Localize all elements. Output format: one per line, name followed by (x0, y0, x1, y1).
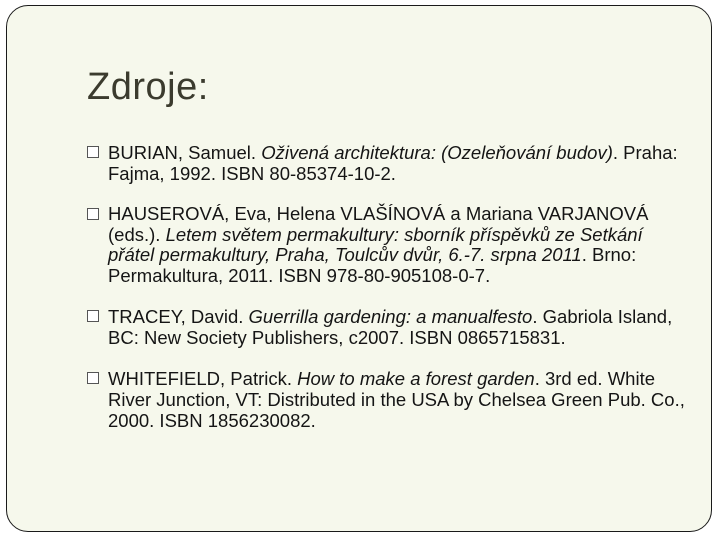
slide-frame (6, 5, 712, 532)
reference-authors: TRACEY, David. (108, 306, 249, 327)
reference-publication: . Brno: Permakultura, 2011. ISBN 978-80-905108-0-7. (108, 244, 637, 286)
reference-authors: BURIAN, Samuel. (108, 142, 262, 163)
reference-title: Oživená architektura: (Ozeleňování budov) (261, 142, 613, 163)
reference-authors: HAUSEROVÁ, Eva, Helena VLAŠÍNOVÁ a Mariana VARJANOVÁ (eds.). (108, 203, 649, 245)
reference-title: How to make a forest garden (297, 368, 535, 389)
square-bullet-icon (87, 372, 99, 384)
reference-authors: WHITEFIELD, Patrick. (108, 368, 298, 389)
square-bullet-icon (87, 310, 99, 322)
square-bullet-icon (87, 208, 99, 220)
square-bullet-icon (87, 146, 99, 158)
references-list (87, 142, 687, 451)
reference-title: Guerrilla gardening: a manualfesto (248, 306, 533, 327)
list-item (87, 368, 687, 431)
reference-publication: . Praha: Fajma, 1992. ISBN 80-85374-10-2. (108, 142, 678, 184)
reference-publication: . 3rd ed. White River Junction, VT: Distributed in the USA by Chelsea Green Pub. Co., 2000. ISBN 1856230082. (108, 368, 685, 431)
reference-title: Letem světem permakultury: sborník příspěvků ze Setkání přátel permakultury, Praha, Toulcův dvůr, 6.-7. srpna 2011 (108, 223, 643, 265)
slide-title: Zdroje: (87, 66, 209, 108)
list-item (87, 142, 687, 184)
list-item (87, 306, 687, 348)
list-item (87, 204, 687, 286)
reference-publication: . Gabriola Island, BC: New Society Publishers, c2007. ISBN 0865715831. (108, 306, 673, 348)
